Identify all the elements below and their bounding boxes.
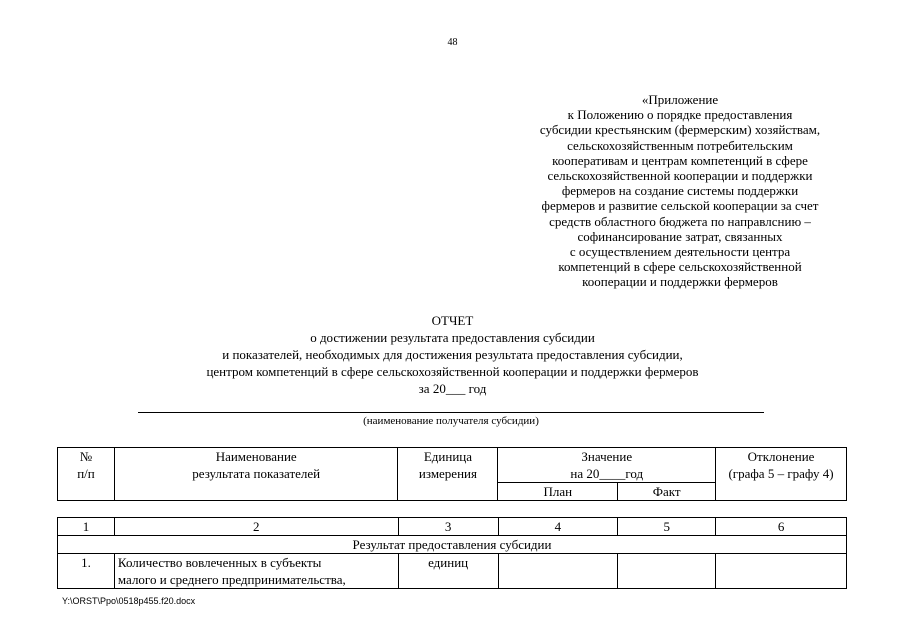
appendix-line: сельскохозяйственной кооперации и поддержки <box>547 168 813 184</box>
report-title: ОТЧЕТ <box>431 313 474 328</box>
row-num: 1. <box>58 554 115 589</box>
footer-file-path: Y:\ORST\Ppo\0518p455.f20.docx <box>62 596 196 606</box>
report-heading <box>0 312 905 397</box>
page-number: 48 <box>447 37 458 48</box>
section-title: Результат предоставления субсидии <box>58 536 847 554</box>
column-numbers-row <box>58 518 847 536</box>
appendix-line: кооперативам и центрам компетенций в сфере <box>552 152 808 168</box>
appendix-line: субсидии крестьянским (фермерским) хозяйствам, <box>539 122 821 138</box>
recipient-caption: (наименование получателя субсидии) <box>363 415 539 427</box>
report-line: и показателей, необходимых для достижения результата предоставления субсидии, <box>222 347 683 362</box>
appendix-line: с осуществлением деятельности центра <box>569 244 791 260</box>
appendix-line: фермеров на создание системы поддержки <box>561 183 799 199</box>
appendix-line: софинансирование затрат, связанных <box>577 228 783 244</box>
header-num: № п/п <box>58 448 115 501</box>
appendix-line: кооперации и поддержки фермеров <box>582 274 778 290</box>
table-row <box>58 554 847 589</box>
section-row <box>58 536 847 554</box>
report-line: о достижении результата предоставления субсидии <box>310 330 595 345</box>
col-number: 5 <box>618 518 716 536</box>
header-unit: Единица измерения <box>398 448 498 501</box>
recipient-name-line <box>138 412 764 413</box>
row-name: Количество вовлеченных в субъекты малого и среднего предпринимательства, <box>114 554 398 589</box>
col-number: 6 <box>716 518 847 536</box>
header-value: Значение на 20____год <box>498 448 716 483</box>
col-number: 2 <box>114 518 398 536</box>
report-table-body <box>57 517 847 589</box>
header-fact: Факт <box>618 483 716 501</box>
header-plan: План <box>498 483 618 501</box>
report-table-header <box>57 447 847 501</box>
appendix-header <box>520 92 840 290</box>
report-year: за 20___ год <box>418 381 487 396</box>
row-deviation <box>716 554 847 589</box>
col-number: 1 <box>58 518 115 536</box>
appendix-line: фермеров и развитие сельской кооперации за счет <box>541 198 819 214</box>
header-name: Наименование результата показателей <box>114 448 398 501</box>
col-number: 3 <box>398 518 498 536</box>
appendix-line: компетенций в сфере сельскохозяйственной <box>558 259 802 275</box>
appendix-line: к Положению о порядке предоставления <box>567 107 793 123</box>
col-number: 4 <box>498 518 618 536</box>
appendix-line: сельскохозяйственным потребительским <box>567 137 793 153</box>
report-line: центром компетенций в сфере сельскохозяйственной кооперации и поддержки фермеров <box>206 364 699 379</box>
appendix-line: средств областного бюджета по направлснию – <box>549 213 811 229</box>
row-unit: единиц <box>398 554 498 589</box>
appendix-line: «Приложение <box>641 92 719 107</box>
row-plan <box>498 554 618 589</box>
header-deviation: Отклонение (графа 5 – графу 4) <box>716 448 847 501</box>
row-fact <box>618 554 716 589</box>
